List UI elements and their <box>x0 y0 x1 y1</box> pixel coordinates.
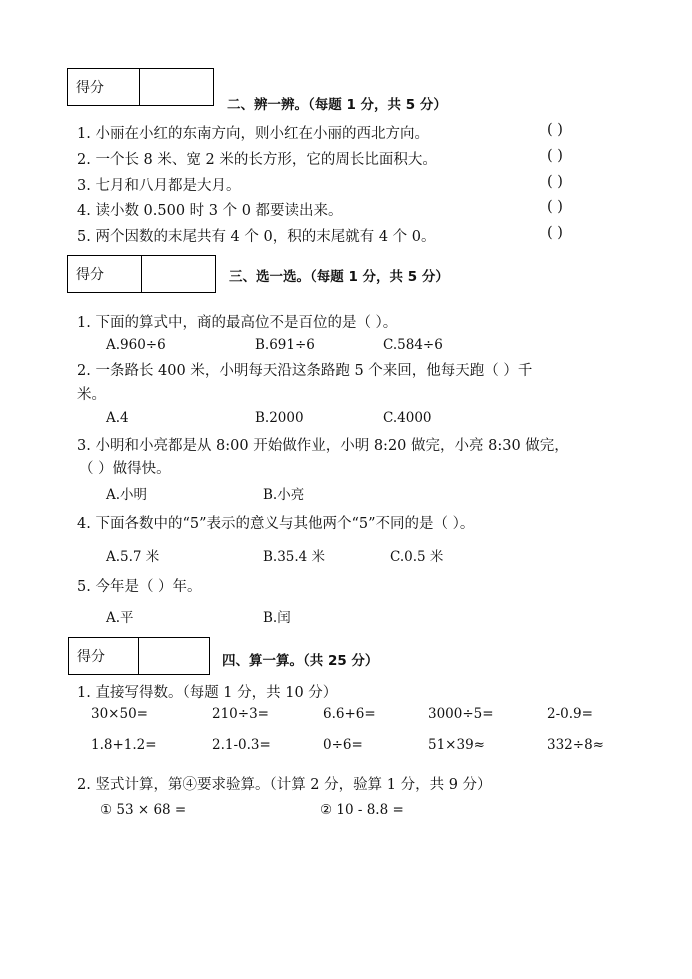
choice-q2-opt-b[interactable]: B.2000 <box>255 410 304 426</box>
calc-r1-c3: 6.6+6= <box>323 706 376 722</box>
section-3-heading: 三、选一选。（每题 1 分，共 5 分） <box>229 269 449 285</box>
calc-r2-c3: 0÷6= <box>323 737 363 753</box>
choice-q4-opt-c[interactable]: C.0.5 米 <box>390 549 444 565</box>
score-box-sec2 <box>67 68 214 106</box>
judge-blank-2[interactable]: ( ) <box>547 148 563 164</box>
judge-item-3: 3. 七月和八月都是大月。 <box>77 178 241 194</box>
calc-r2-c2: 2.1-0.3= <box>212 737 271 753</box>
calc-r1-c5: 2-0.9= <box>547 706 593 722</box>
score-value-cell[interactable] <box>142 256 215 292</box>
choice-q5-opt-a[interactable]: A.平 <box>106 610 134 626</box>
choice-q1-opt-a[interactable]: A.960÷6 <box>106 337 166 353</box>
calc-r2-c5: 332÷8≈ <box>547 737 604 753</box>
section-2-heading: 二、辨一辨。（每题 1 分，共 5 分） <box>227 97 447 113</box>
choice-q5: 5. 今年是（ ）年。 <box>77 579 202 595</box>
judge-blank-1[interactable]: ( ) <box>547 122 563 138</box>
choice-q2-opt-a[interactable]: A.4 <box>106 410 129 426</box>
choice-q4-opt-a[interactable]: A.5.7 米 <box>106 549 160 565</box>
judge-blank-4[interactable]: ( ) <box>547 199 563 215</box>
calc-part-2-title: 2. 竖式计算，第④要求验算。（计算 2 分，验算 1 分，共 9 分） <box>77 777 492 793</box>
choice-q2-line2: 米。 <box>77 387 106 403</box>
calc-r2-c4: 51×39≈ <box>428 737 485 753</box>
judge-item-2: 2. 一个长 8 米、宽 2 米的长方形，它的周长比面积大。 <box>77 152 437 168</box>
calc-part-1-title: 1. 直接写得数。（每题 1 分，共 10 分） <box>77 685 338 701</box>
score-box-sec3 <box>67 255 216 293</box>
choice-q4: 4. 下面各数中的“5”表示的意义与其他两个“5”不同的是（ ）。 <box>77 516 475 532</box>
score-value-cell[interactable] <box>139 638 209 674</box>
choice-q1-opt-c[interactable]: C.584÷6 <box>383 337 443 353</box>
calc-r1-c4: 3000÷5= <box>428 706 494 722</box>
judge-item-4: 4. 读小数 0.500 时 3 个 0 都要读出来。 <box>77 203 343 219</box>
choice-q3-opt-a[interactable]: A.小明 <box>106 487 148 503</box>
choice-q5-opt-b[interactable]: B.闰 <box>263 610 291 626</box>
choice-q1: 1. 下面的算式中，商的最高位不是百位的是（ ）。 <box>77 315 398 331</box>
vertical-calc-2: ② 10 - 8.8 = <box>320 802 404 818</box>
calc-r1-c1: 30×50= <box>91 706 148 722</box>
vertical-calc-1: ① 53 × 68 = <box>100 802 187 818</box>
choice-q1-opt-b[interactable]: B.691÷6 <box>255 337 315 353</box>
choice-q2-line1: 2. 一条路长 400 米，小明每天沿这条路跑 5 个来回，他每天跑（ ）千 <box>77 363 533 379</box>
judge-item-1: 1. 小丽在小红的东南方向，则小红在小丽的西北方向。 <box>77 126 429 142</box>
judge-item-5: 5. 两个因数的末尾共有 4 个 0，积的末尾就有 4 个 0。 <box>77 229 436 245</box>
judge-blank-3[interactable]: ( ) <box>547 174 563 190</box>
section-4-heading: 四、算一算。（共 25 分） <box>222 653 379 669</box>
score-label: 得分 <box>68 256 142 292</box>
score-value-cell[interactable] <box>140 69 213 105</box>
choice-q3-line2: （ ）做得快。 <box>79 461 171 477</box>
score-label: 得分 <box>69 638 139 674</box>
choice-q2-opt-c[interactable]: C.4000 <box>383 410 432 426</box>
choice-q3-opt-b[interactable]: B.小亮 <box>263 487 305 503</box>
judge-blank-5[interactable]: ( ) <box>547 225 563 241</box>
score-box-sec4 <box>68 637 210 675</box>
calc-r1-c2: 210÷3= <box>212 706 269 722</box>
calc-r2-c1: 1.8+1.2= <box>91 737 157 753</box>
score-label: 得分 <box>68 69 140 105</box>
choice-q4-opt-b[interactable]: B.35.4 米 <box>263 549 326 565</box>
choice-q3-line1: 3. 小明和小亮都是从 8:00 开始做作业，小明 8:20 做完，小亮 8:30 做完， <box>77 438 569 454</box>
